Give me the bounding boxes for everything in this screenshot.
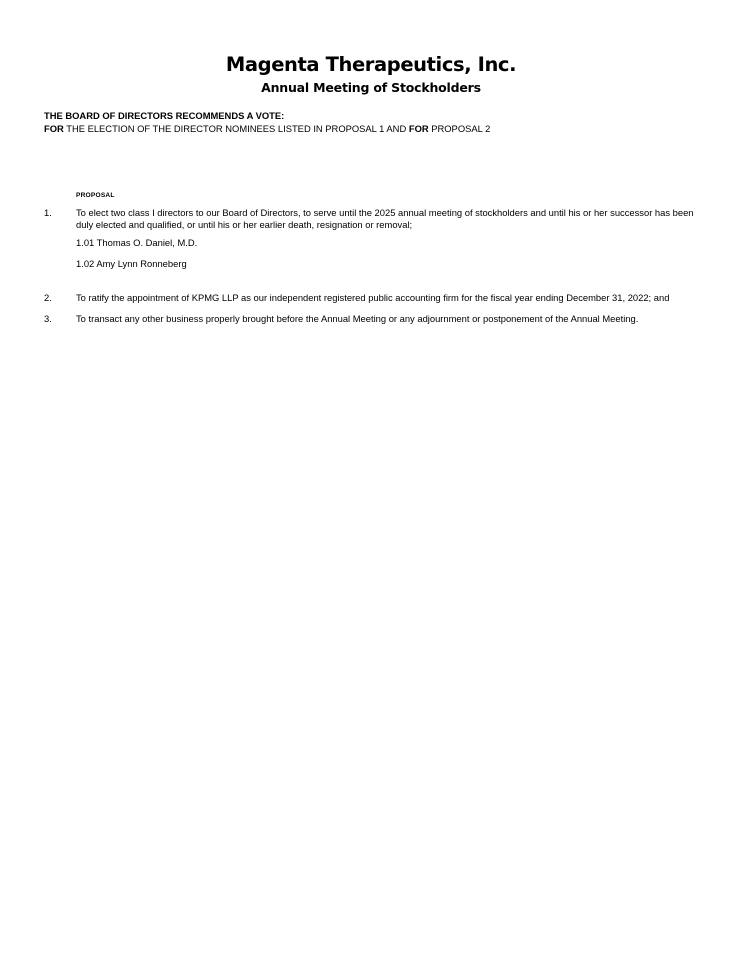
proposal-text: To transact any other business properly brought before the Annual Meeting or any adjournment or postponement of the Annual Meeting. [76,313,639,324]
proposal-text: To ratify the appointment of KPMG LLP as our independent registered public accounting firm for the fiscal year ending December 31, 2022; and [76,292,670,303]
company-name: Magenta Therapeutics, Inc. [225,53,517,76]
for-keyword: FOR [408,123,429,134]
recommendation-heading: THE BOARD OF DIRECTORS RECOMMENDS A VOTE: [44,110,285,121]
nominee: 1.02 Amy Lynn Ronneberg [76,258,187,269]
recommendation-text: PROPOSAL 2 [428,123,491,134]
proposal-column-label: PROPOSAL [76,192,115,199]
meeting-title: Annual Meeting of Stockholders [261,80,481,95]
proposal-number: 2. [44,292,52,303]
recommendation-text: THE ELECTION OF THE DIRECTOR NOMINEES LISTED IN PROPOSAL 1 AND [63,123,409,134]
proposal-number: 3. [44,313,52,324]
recommendation-line [44,123,490,135]
proposal-text: To elect two class I directors to our Board of Directors, to serve until the 2025 annual meeting of stockholders and until his or her successor has been duly elected and qualified, or until his or her earlier death, resignation or removal; [76,207,694,230]
proposal-number: 1. [44,207,52,218]
nominee: 1.01 Thomas O. Daniel, M.D. [76,237,198,248]
for-keyword: FOR [44,123,64,134]
